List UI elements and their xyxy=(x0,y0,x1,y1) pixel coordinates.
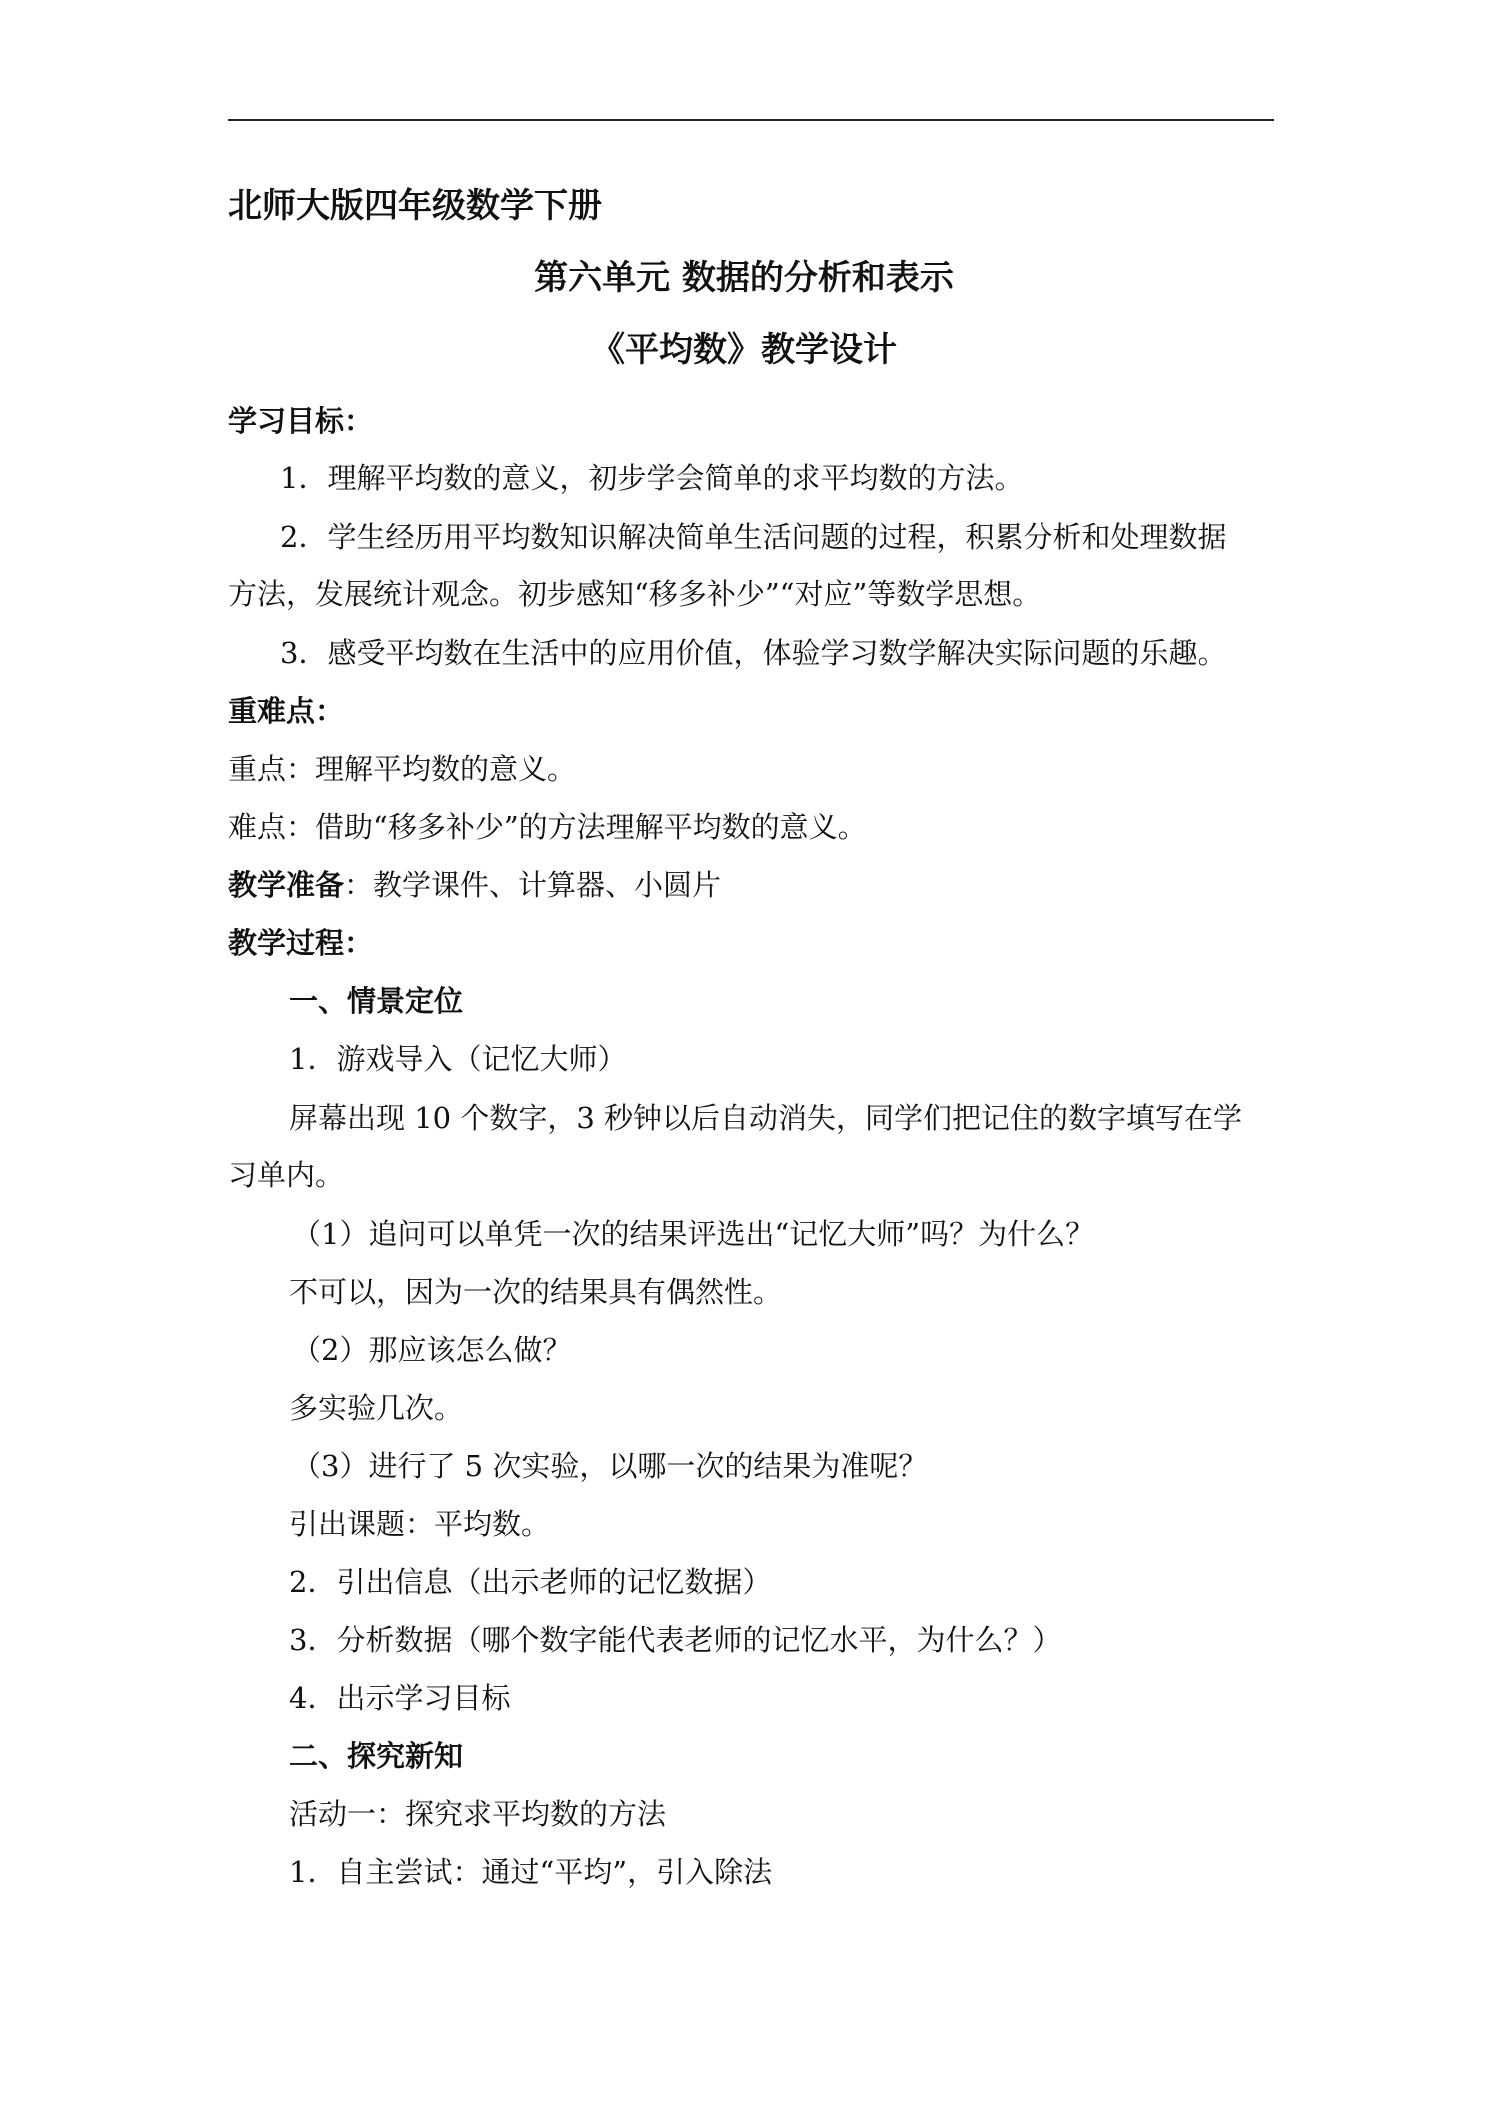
difficult-point: 难点：借助“移多补少”的方法理解平均数的意义。 xyxy=(228,810,867,844)
activity-1: 活动一：探究求平均数的方法 xyxy=(289,1797,667,1831)
objective-item-2: 2．学生经历用平均数知识解决简单生活问题的过程，积累分析和处理数据 xyxy=(280,520,1227,554)
section-1-line-2b: 习单内。 xyxy=(228,1158,345,1192)
section-1-line-3: 2．引出信息（出示老师的记忆数据） xyxy=(289,1565,772,1599)
preparation-text: ：教学课件、计算器、小圆片 xyxy=(344,868,722,902)
answer-3: 引出课题：平均数。 xyxy=(289,1507,551,1541)
objective-item-3: 3．感受平均数在生活中的应用价值，体验学习数学解决实际问题的乐趣。 xyxy=(280,636,1227,670)
section-1-line-1: 1．游戏导入（记忆大师） xyxy=(289,1042,627,1076)
section-1-line-2a: 屏幕出现 10 个数字，3 秒钟以后自动消失，同学们把记住的数字填写在学 xyxy=(289,1101,1243,1135)
question-2: （2）那应该怎么做？ xyxy=(292,1333,572,1367)
question-1: （1）追问可以单凭一次的结果评选出“记忆大师”吗？为什么？ xyxy=(292,1217,1095,1251)
lesson-title: 《平均数》教学设计 xyxy=(591,330,897,370)
header-rule xyxy=(228,119,1274,121)
section-2-line-1: 1．自主尝试：通过“平均”，引入除法 xyxy=(289,1855,773,1889)
unit-title: 第六单元 数据的分析和表示 xyxy=(534,258,954,298)
section-1-line-5: 4．出示学习目标 xyxy=(289,1681,511,1715)
section-2-title: 二、探究新知 xyxy=(289,1739,464,1773)
section-1-title: 一、情景定位 xyxy=(289,984,464,1018)
question-3: （3）进行了 5 次实验，以哪一次的结果为准呢？ xyxy=(292,1449,928,1483)
objective-item-2-cont: 方法，发展统计观念。初步感知“移多补少”“对应”等数学思想。 xyxy=(228,577,1042,611)
objective-item-1: 1．理解平均数的意义，初步学会简单的求平均数的方法。 xyxy=(280,461,1024,495)
answer-1: 不可以，因为一次的结果具有偶然性。 xyxy=(289,1275,783,1309)
answer-2: 多实验几次。 xyxy=(289,1391,464,1425)
section-1-line-4: 3．分析数据（哪个数字能代表老师的记忆水平，为什么？） xyxy=(289,1623,1062,1657)
key-points-label: 重难点： xyxy=(228,694,345,728)
process-label: 教学过程： xyxy=(228,926,374,960)
objectives-label: 学习目标： xyxy=(228,404,374,438)
book-title: 北师大版四年级数学下册 xyxy=(228,186,602,226)
key-point: 重点：理解平均数的意义。 xyxy=(228,752,577,786)
preparation-line xyxy=(0,864,1488,906)
preparation-label: 教学准备 xyxy=(228,868,345,902)
